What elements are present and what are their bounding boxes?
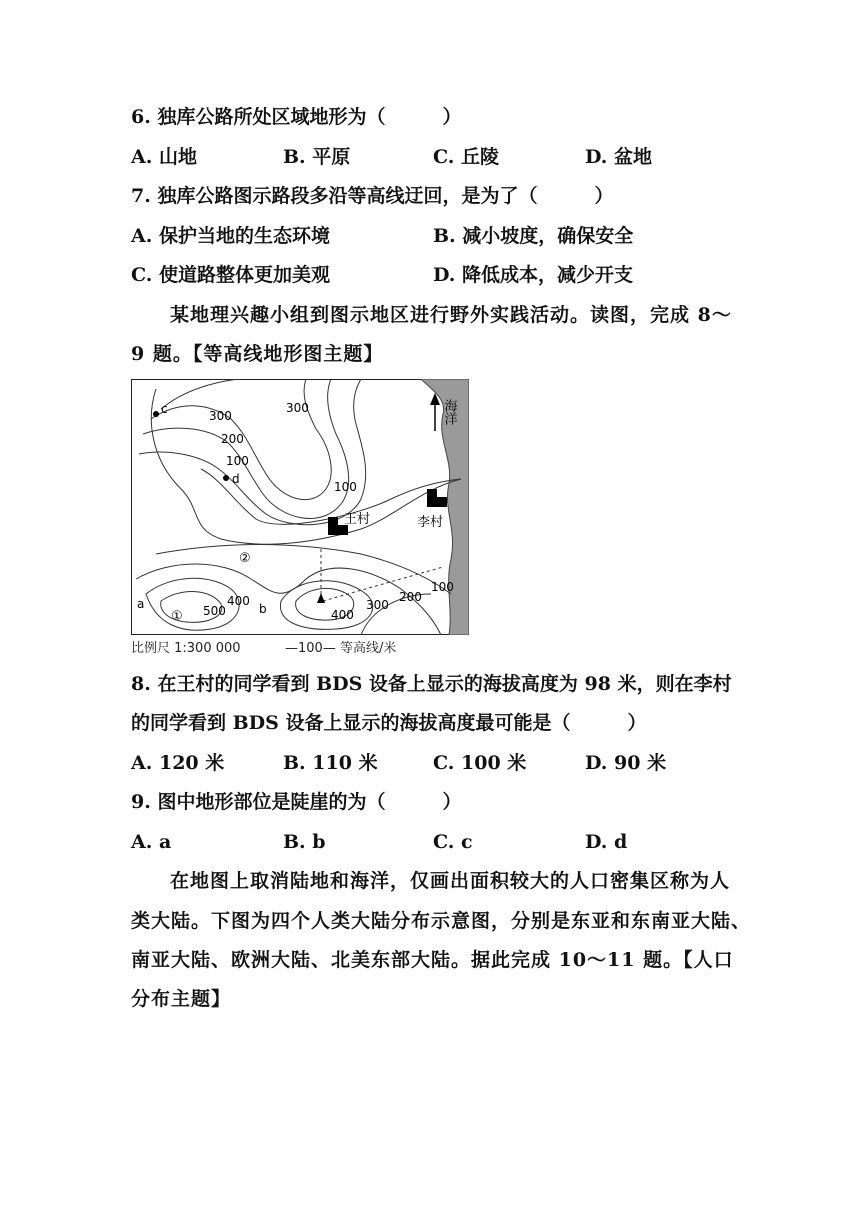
map-legend: —100— 等高线/米 bbox=[285, 641, 397, 656]
q7-option-d[interactable]: D. 降低成本，减少开支 bbox=[433, 264, 634, 286]
point-label-a: a bbox=[137, 597, 145, 611]
contour-label: 300 bbox=[366, 598, 389, 612]
point-label-2: ② bbox=[239, 551, 251, 566]
village-label-li: 李村 bbox=[417, 515, 444, 530]
intro-8-9-line1: 某地理兴趣小组到图示地区进行野外实践活动。读图，完成 8～ bbox=[170, 304, 732, 326]
q7-option-a[interactable]: A. 保护当地的生态环境 bbox=[131, 225, 330, 247]
intro-10-11-line4: 分布主题】 bbox=[131, 988, 232, 1010]
contour-label: 200 bbox=[399, 590, 422, 604]
contour-label: 200 bbox=[221, 432, 244, 446]
map-scale: 比例尺 1:300 000 bbox=[131, 641, 241, 656]
question-7-stem: 7. 独库公路图示路段多沿等高线迂回，是为了（ ） bbox=[131, 185, 614, 207]
question-6-stem: 6. 独库公路所处区域地形为（ ） bbox=[131, 106, 462, 128]
question-9-stem: 9. 图中地形部位是陡崖的为（ ） bbox=[131, 791, 462, 813]
q9-option-b[interactable]: B. b bbox=[283, 831, 326, 853]
q9-option-d[interactable]: D. d bbox=[585, 831, 628, 853]
q7-option-b[interactable]: B. 减小坡度，确保安全 bbox=[433, 225, 634, 247]
intro-10-11-line3: 南亚大陆、欧洲大陆、北美东部大陆。据此完成 10～11 题。【人口 bbox=[131, 949, 734, 971]
q9-option-c[interactable]: C. c bbox=[433, 831, 473, 853]
contour-label: 100 bbox=[334, 480, 357, 494]
intro-10-11-line2: 类大陆。下图为四个人类大陆分布示意图，分别是东亚和东南亚大陆、 bbox=[131, 910, 752, 932]
point-c-marker bbox=[153, 411, 159, 417]
village-label-wang: 王村 bbox=[344, 512, 371, 527]
contour-label: 100 bbox=[431, 580, 454, 594]
q6-option-d[interactable]: D. 盆地 bbox=[585, 146, 653, 168]
question-8-stem-line1: 8. 在王村的同学看到 BDS 设备上显示的海拔高度为 98 米，则在李村 bbox=[131, 673, 732, 695]
q8-option-d[interactable]: D. 90 米 bbox=[585, 752, 667, 774]
q6-option-c[interactable]: C. 丘陵 bbox=[433, 146, 500, 168]
intro-8-9-line2: 9 题。【等高线地形图主题】 bbox=[131, 343, 384, 365]
contour-label: 400 bbox=[227, 594, 250, 608]
q8-option-a[interactable]: A. 120 米 bbox=[131, 752, 225, 774]
question-8-stem-line2: 的同学看到 BDS 设备上显示的海拔高度最可能是（ ） bbox=[131, 712, 647, 734]
point-label-d: d bbox=[232, 472, 240, 486]
q8-option-c[interactable]: C. 100 米 bbox=[433, 752, 527, 774]
point-label-c: c bbox=[161, 402, 168, 416]
contour-label: 400 bbox=[331, 608, 354, 622]
q9-option-a[interactable]: A. a bbox=[131, 831, 172, 853]
q7-option-c[interactable]: C. 使道路整体更加美观 bbox=[131, 264, 331, 286]
point-label-1: ① bbox=[171, 609, 183, 624]
point-label-b: b bbox=[259, 602, 267, 616]
sea-label: 海洋 bbox=[441, 399, 457, 425]
contour-label: 100 bbox=[226, 454, 249, 468]
point-d-marker bbox=[223, 475, 229, 481]
q8-option-b[interactable]: B. 110 米 bbox=[283, 752, 378, 774]
intro-10-11-line1: 在地图上取消陆地和海洋，仅画出面积较大的人口密集区称为人 bbox=[170, 870, 731, 892]
contour-map bbox=[131, 379, 469, 635]
q6-option-a[interactable]: A. 山地 bbox=[131, 146, 197, 168]
contour-label: 300 bbox=[209, 409, 232, 423]
q6-option-b[interactable]: B. 平原 bbox=[283, 146, 351, 168]
contour-label: 500 bbox=[203, 604, 226, 618]
contour-label: 300 bbox=[286, 401, 309, 415]
